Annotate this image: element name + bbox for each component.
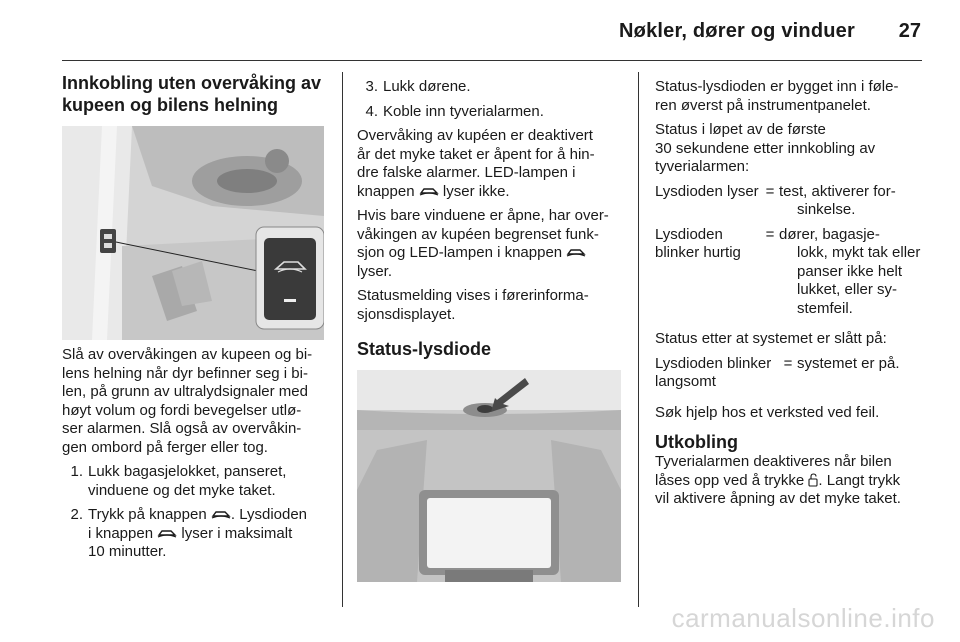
definition-equals: =: [765, 182, 775, 200]
list-item: [655, 183, 925, 220]
page-title: Nøkler, dører og vinduer: [619, 20, 855, 42]
definition-line: lokk, mykt tak eller panser ikke helt lukket, eller sy- stemfeil.: [797, 244, 921, 317]
unlock-icon: [808, 473, 818, 487]
step-text-part: lyser i maksimalt 10 minutter.: [88, 524, 293, 560]
column-divider-2: [638, 72, 639, 607]
list-item: [357, 103, 629, 122]
definition-line: systemet er på.: [797, 354, 900, 372]
step-text-part: . Lysdioden i knappen: [88, 506, 308, 542]
step-text: Lukk dørene.: [383, 78, 471, 95]
step-text: [88, 506, 307, 562]
paragraph-part: . Langt trykk vil aktivere åpning av det myke taket.: [655, 471, 901, 507]
paragraph-part: lyser ikke.: [442, 182, 510, 200]
car-alarm-icon: [211, 509, 231, 520]
step-number: 1.: [70, 463, 83, 480]
column-divider-1: [342, 72, 343, 607]
paragraph-seek-help: Søk hjelp hos et verksted ved feil.: [655, 403, 880, 421]
paragraph-part: Tyverialarmen deaktiveres når bilen låses opp ved å trykke: [655, 453, 892, 489]
list-item: [357, 78, 629, 97]
definition-term: Lysdioden blinker langsomt: [655, 354, 772, 390]
definition-term: Lysdioden blinker hurtig: [655, 225, 741, 261]
definition-equals: =: [783, 354, 793, 372]
column-1: [62, 72, 330, 568]
paragraph-disarm: [655, 453, 925, 509]
car-alarm-icon: [157, 528, 177, 539]
definition-line: sinkelse.: [797, 201, 856, 218]
step-number: 4.: [365, 102, 378, 120]
step-list-2: [357, 78, 629, 121]
alarm-button-illustration: [62, 126, 324, 340]
section-heading-status-led: Status-lysdiode: [357, 339, 492, 359]
paragraph-part: Hvis bare vinduene er åpne, har over- våkingen av kupéen begrenset funk- sjon og LED-lampen i knappen: [357, 207, 609, 261]
paragraph-status-first-30s: Status i løpet av de første 30 sekundene etter innkobling av tyverialarmen:: [655, 121, 876, 175]
paragraph-soft-top: [357, 127, 629, 201]
definition-line: test, aktiverer for-: [779, 182, 896, 200]
step-text-part: Trykk på knappen: [88, 506, 207, 523]
definition-description: [779, 183, 925, 220]
paragraph-disable-monitoring: Slå av overvåkingen av kupeen og bi- lens helning når dyr befinner seg i bi- len, på grunn av ultralydsignaler med høyt volum og fordi bevegelser utlø- ser alarmen. Slå også av overvåkin- gen ombord på ferger eller tog.: [62, 346, 313, 456]
header-divider: [62, 60, 922, 61]
paragraph-windows-open: [357, 207, 629, 281]
list-item: [62, 463, 330, 500]
paragraph-led-location: Status-lysdioden er bygget inn i føle- ren øverst på instrumentpanelet.: [655, 78, 899, 114]
list-item: [655, 355, 925, 392]
column-2: [357, 72, 629, 582]
step-text: Lukk bagasjelokket, panseret, vinduene og det myke taket.: [88, 463, 287, 499]
paragraph-status-after: Status etter at systemet er slått på:: [655, 330, 887, 347]
definition-equals: =: [765, 225, 775, 243]
watermark: carmanualsonline.info: [671, 603, 935, 633]
paragraph-part: Overvåking av kupéen er deaktivert år det myke taket er åpent for å hin- dre falske alarmer. LED-lampen i knappen: [357, 127, 595, 200]
section-heading-no-monitoring: Innkobling uten overvåking av kupeen og bilens helning: [62, 73, 322, 115]
page-number: 27: [898, 20, 921, 42]
status-definition-list-2: [655, 355, 925, 392]
step-number: 2.: [70, 506, 83, 523]
definition-term: Lysdioden lyser: [655, 182, 759, 200]
step-list-1: [62, 463, 330, 562]
definition-description: [797, 355, 925, 392]
section-heading-disarm: Utkobling: [655, 432, 738, 452]
status-led-illustration: [357, 370, 621, 582]
car-alarm-icon: [566, 247, 586, 258]
definition-description: [779, 226, 925, 319]
car-alarm-icon: [419, 186, 439, 197]
step-text: Koble inn tyverialarmen.: [383, 102, 544, 120]
paragraph-status-message: Statusmelding vises i førerinforma- sjonsdisplayet.: [357, 287, 589, 323]
step-number: 3.: [365, 78, 378, 95]
list-item: [655, 226, 925, 319]
definition-line: dører, bagasje-: [779, 225, 880, 243]
list-item: [62, 506, 330, 562]
status-definition-list: [655, 183, 925, 319]
paragraph-part: lyser.: [357, 262, 393, 280]
column-3: [655, 72, 925, 515]
